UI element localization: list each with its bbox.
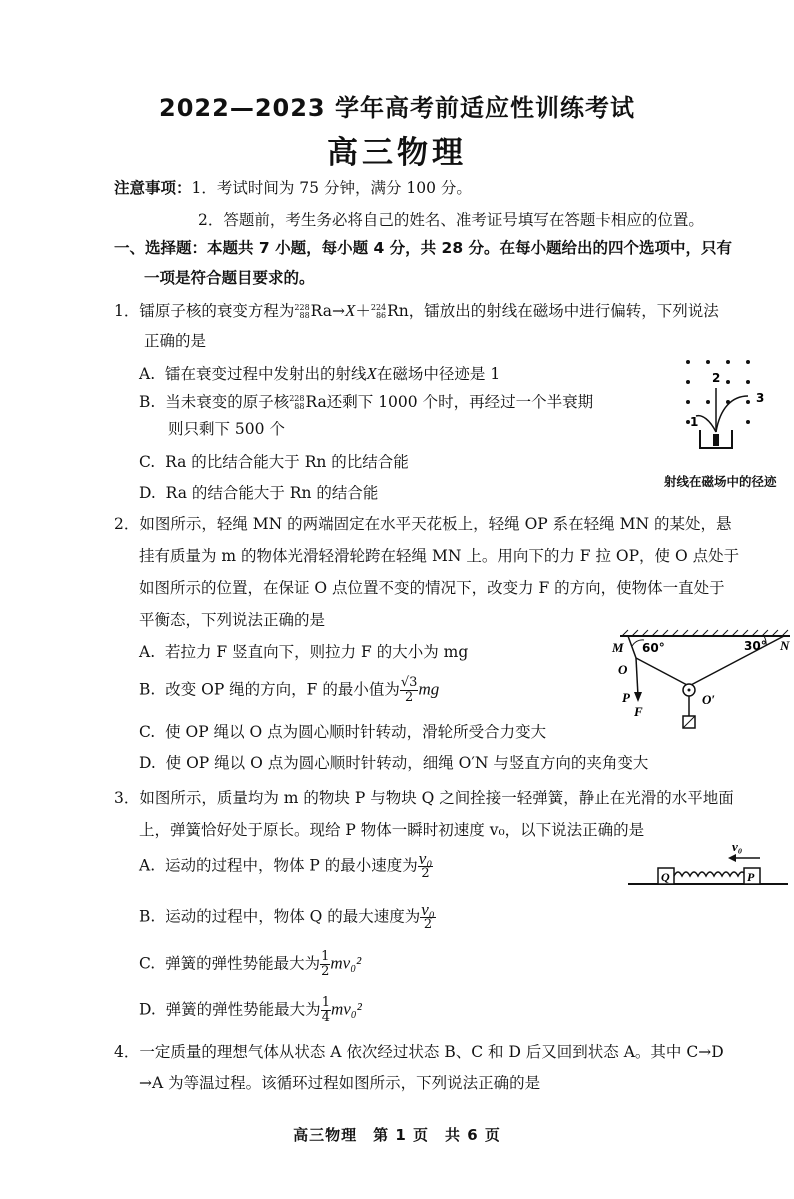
q1-ra-nuclide-indices — [294, 304, 309, 320]
q3-option-b-numerator: v₀ — [421, 900, 435, 919]
q1-ra: Ra — [310, 302, 332, 320]
q1-number: 1． — [114, 302, 140, 320]
q3-spring-blocks-figure — [622, 840, 790, 892]
track-3 — [716, 396, 748, 432]
subject-title: 高三物理 — [327, 135, 467, 171]
section-heading-line-2: 一项是符合题目要求的。 — [144, 269, 315, 287]
q3-option-a-fraction — [418, 849, 433, 881]
force-arrow-head — [634, 692, 642, 702]
q2-line-1-text: 如图所示，轻绳 MN 的两端固定在水平天花板上，轻绳 OP 系在轻绳 MN 的某处，悬 — [139, 515, 732, 533]
radioactive-sample — [713, 434, 719, 446]
q3-option-d-numerator: 1 — [321, 995, 330, 1010]
q1-option-b-charge: 88 — [294, 402, 305, 411]
q1-option-d — [139, 481, 378, 503]
q2-option-b-denominator: 2 — [405, 690, 414, 705]
q2-option-a-label: A. — [139, 643, 156, 661]
q4-line-1-text: 一定质量的理想气体从状态 A 依次经过状态 B、C 和 D 后又回到状态 A。其中 C→D — [139, 1043, 724, 1061]
rope-pulley-n — [689, 636, 784, 686]
track-1 — [696, 416, 716, 432]
q2-stem-line-2: 挂有质量为 m 的物体光滑轻滑轮跨在轻绳 MN 上。用向下的力 F 拉 OP，使 O 点处于 — [139, 547, 740, 565]
q1-magnetic-field-figure — [670, 352, 780, 472]
notice-label: 注意事项： — [114, 179, 192, 197]
q4-stem-line-1 — [114, 1040, 724, 1062]
q2-option-b-post: mg — [418, 679, 440, 699]
q2-stem-line-3: 如图所示的位置，在保证 O 点位置不变的情况下，改变力 F 的方向，使物体一直处于 — [139, 579, 725, 597]
q3-option-d-fraction — [321, 996, 331, 1025]
spring — [674, 872, 754, 876]
q1-option-a-post: 在磁场中径迹是 1 — [376, 365, 501, 383]
label-m: M — [612, 640, 624, 655]
q3-stem-line-2: 上，弹簧恰好处于原长。现给 P 物体一瞬时初速度 v₀，以下说法正确的是 — [139, 821, 645, 839]
q3-option-a-denominator: 2 — [421, 866, 430, 881]
q1-rn-charge: 86 — [375, 311, 387, 320]
q2-option-b-label: B. — [139, 680, 156, 699]
q1-option-c-text: Ra 的比结合能大于 Rn 的比结合能 — [165, 453, 409, 471]
q4-number: 4． — [114, 1043, 140, 1061]
q1-option-a-x: X — [366, 364, 377, 383]
q1-option-b-nuclide-indices — [289, 395, 304, 411]
page-footer: 高三物理 第 1 页 共 6 页 — [293, 1126, 501, 1144]
rope-mo — [628, 636, 636, 658]
q1-stem-b: ，镭放出的射线在磁场中进行偏转，下列说法 — [408, 302, 719, 320]
q3-line-1-text: 如图所示，质量均为 m 的物块 P 与物块 Q 之间拴接一轻弹簧，静止在光滑的水平地面 — [139, 789, 734, 807]
track-label-2: 2 — [712, 371, 721, 385]
q3-option-a-label: A. — [139, 856, 156, 875]
q3-option-b-fraction — [420, 900, 435, 932]
q2-option-b-numerator: √3 — [400, 675, 418, 690]
q1-option-b-label: B. — [139, 393, 156, 411]
rope-op — [636, 658, 638, 696]
block-p-label: P — [747, 870, 755, 884]
q3-option-d-post: mv₀² — [330, 999, 362, 1019]
q3-option-d — [139, 996, 362, 1025]
q2-option-c-text: 使 OP 绳以 O 点为圆心顺时针转动，滑轮所受合力变大 — [165, 723, 547, 741]
q2-stem-line-4: 平衡态，下列说法正确的是 — [139, 611, 326, 629]
q1-option-b — [139, 390, 593, 412]
q1-option-b-ra: Ra — [305, 393, 327, 411]
q1-option-a-pre: 镭在衰变过程中发射出的射线 — [164, 365, 367, 383]
q3-option-c — [139, 950, 361, 979]
q3-option-c-pre: 弹簧的弹性势能最大为 — [165, 954, 321, 973]
q3-stem-line-1 — [114, 786, 734, 808]
q2-option-b — [139, 676, 439, 705]
q1-rn-mass: 224 — [370, 303, 387, 312]
q3-option-b-pre: 运动的过程中，物体 Q 的最大速度为 — [165, 907, 421, 926]
q3-option-d-pre: 弹簧的弹性势能最大为 — [165, 1000, 321, 1019]
rope-o-pulley — [636, 658, 689, 686]
q3-option-c-denominator: 2 — [321, 964, 330, 979]
q1-option-b-mass: 228 — [289, 394, 305, 403]
q2-option-d — [139, 751, 648, 773]
q3-option-c-numerator: 1 — [321, 949, 330, 964]
label-p: P — [622, 690, 630, 705]
q3-option-b-denominator: 2 — [423, 917, 433, 932]
exam-title: 2022—2023 学年高考前适应性训练考试 — [159, 94, 635, 122]
q1-option-d-label: D. — [139, 484, 156, 502]
q1-stem-line-1 — [114, 299, 719, 321]
notice-line-1 — [114, 176, 472, 198]
q3-option-b-label: B. — [139, 907, 156, 926]
q1-stem-a: 镭原子核的衰变方程为 — [139, 302, 295, 320]
q1-stem-line-2: 正确的是 — [144, 332, 207, 350]
q3-option-c-post: mv₀² — [330, 953, 362, 973]
q2-option-b-fraction — [400, 676, 419, 705]
velocity-arrow-head — [728, 854, 736, 862]
q3-number: 3． — [114, 789, 140, 807]
q2-stem-line-1 — [114, 512, 731, 534]
section-heading-line-1: 一、选择题：本题共 7 小题，每小题 4 分，共 28 分。在每小题给出的四个选项中，只有 — [114, 239, 733, 257]
q3-option-a-pre: 运动的过程中，物体 P 的最小速度为 — [164, 856, 418, 875]
q2-option-b-pre: 改变 OP 绳的方向，F 的最小值为 — [165, 680, 400, 699]
q3-option-b — [139, 900, 436, 932]
q1-rn: Rn — [387, 302, 409, 320]
q2-option-c — [139, 720, 546, 742]
q3-option-a — [139, 849, 433, 881]
q1-plus: ＋ — [355, 302, 371, 320]
q2-option-d-text: 使 OP 绳以 O 点为圆心顺时针转动，细绳 O′N 与竖直方向的夹角变大 — [165, 754, 649, 772]
pulley-axle — [688, 689, 691, 692]
notice-item-1: 1．考试时间为 75 分钟，满分 100 分。 — [191, 179, 472, 197]
q1-option-b-post: 还剩下 1000 个时，再经过一个半衰期 — [326, 393, 594, 411]
track-label-1: 1 — [690, 415, 699, 429]
q1-option-c-label: C. — [139, 453, 156, 471]
q3-option-c-fraction — [320, 950, 330, 979]
label-o: O — [618, 662, 628, 677]
q1-option-d-text: Ra 的结合能大于 Rn 的结合能 — [165, 484, 379, 502]
q2-number: 2． — [114, 515, 140, 533]
q2-option-c-label: C. — [139, 723, 156, 741]
label-30deg: 30° — [744, 639, 767, 653]
q2-option-d-label: D. — [139, 754, 156, 772]
velocity-label: v₀ — [732, 840, 743, 854]
q1-option-c — [139, 450, 409, 472]
q1-option-a-label: A. — [139, 365, 156, 383]
q3-option-a-numerator: v₀ — [418, 849, 433, 868]
q2-rope-pulley-figure — [606, 628, 792, 738]
label-o-prime: O′ — [702, 692, 716, 707]
q1-option-a — [139, 362, 500, 384]
q1-option-b-line-2: 则只剩下 500 个 — [168, 420, 285, 438]
q2-option-a-text: 若拉力 F 竖直向下，则拉力 F 的大小为 mg — [164, 643, 469, 661]
q1-arrow: → — [331, 302, 345, 320]
block-q-label: Q — [661, 870, 670, 884]
q1-x: X — [344, 301, 356, 320]
label-60deg: 60° — [642, 641, 665, 655]
q3-option-c-label: C. — [139, 954, 156, 973]
q4-stem-line-2: →A 为等温过程。该循环过程如图所示，下列说法正确的是 — [139, 1074, 541, 1092]
q1-ra-mass: 228 — [294, 303, 310, 312]
q1-rn-nuclide-indices — [371, 304, 386, 320]
label-n: N — [780, 638, 790, 653]
q3-option-d-label: D. — [139, 1000, 156, 1019]
q1-option-b-pre: 当未衰变的原子核 — [165, 393, 290, 411]
q2-option-a — [139, 640, 468, 662]
notice-item-2: 2．答题前，考生务必将自己的姓名、准考证号填写在答题卡相应的位置。 — [198, 211, 704, 229]
track-label-3: 3 — [756, 391, 765, 405]
label-f: F — [634, 704, 643, 719]
q1-figure-caption: 射线在磁场中的径迹 — [664, 474, 777, 489]
q1-ra-charge: 88 — [299, 311, 310, 320]
q3-option-d-denominator: 4 — [321, 1010, 330, 1025]
